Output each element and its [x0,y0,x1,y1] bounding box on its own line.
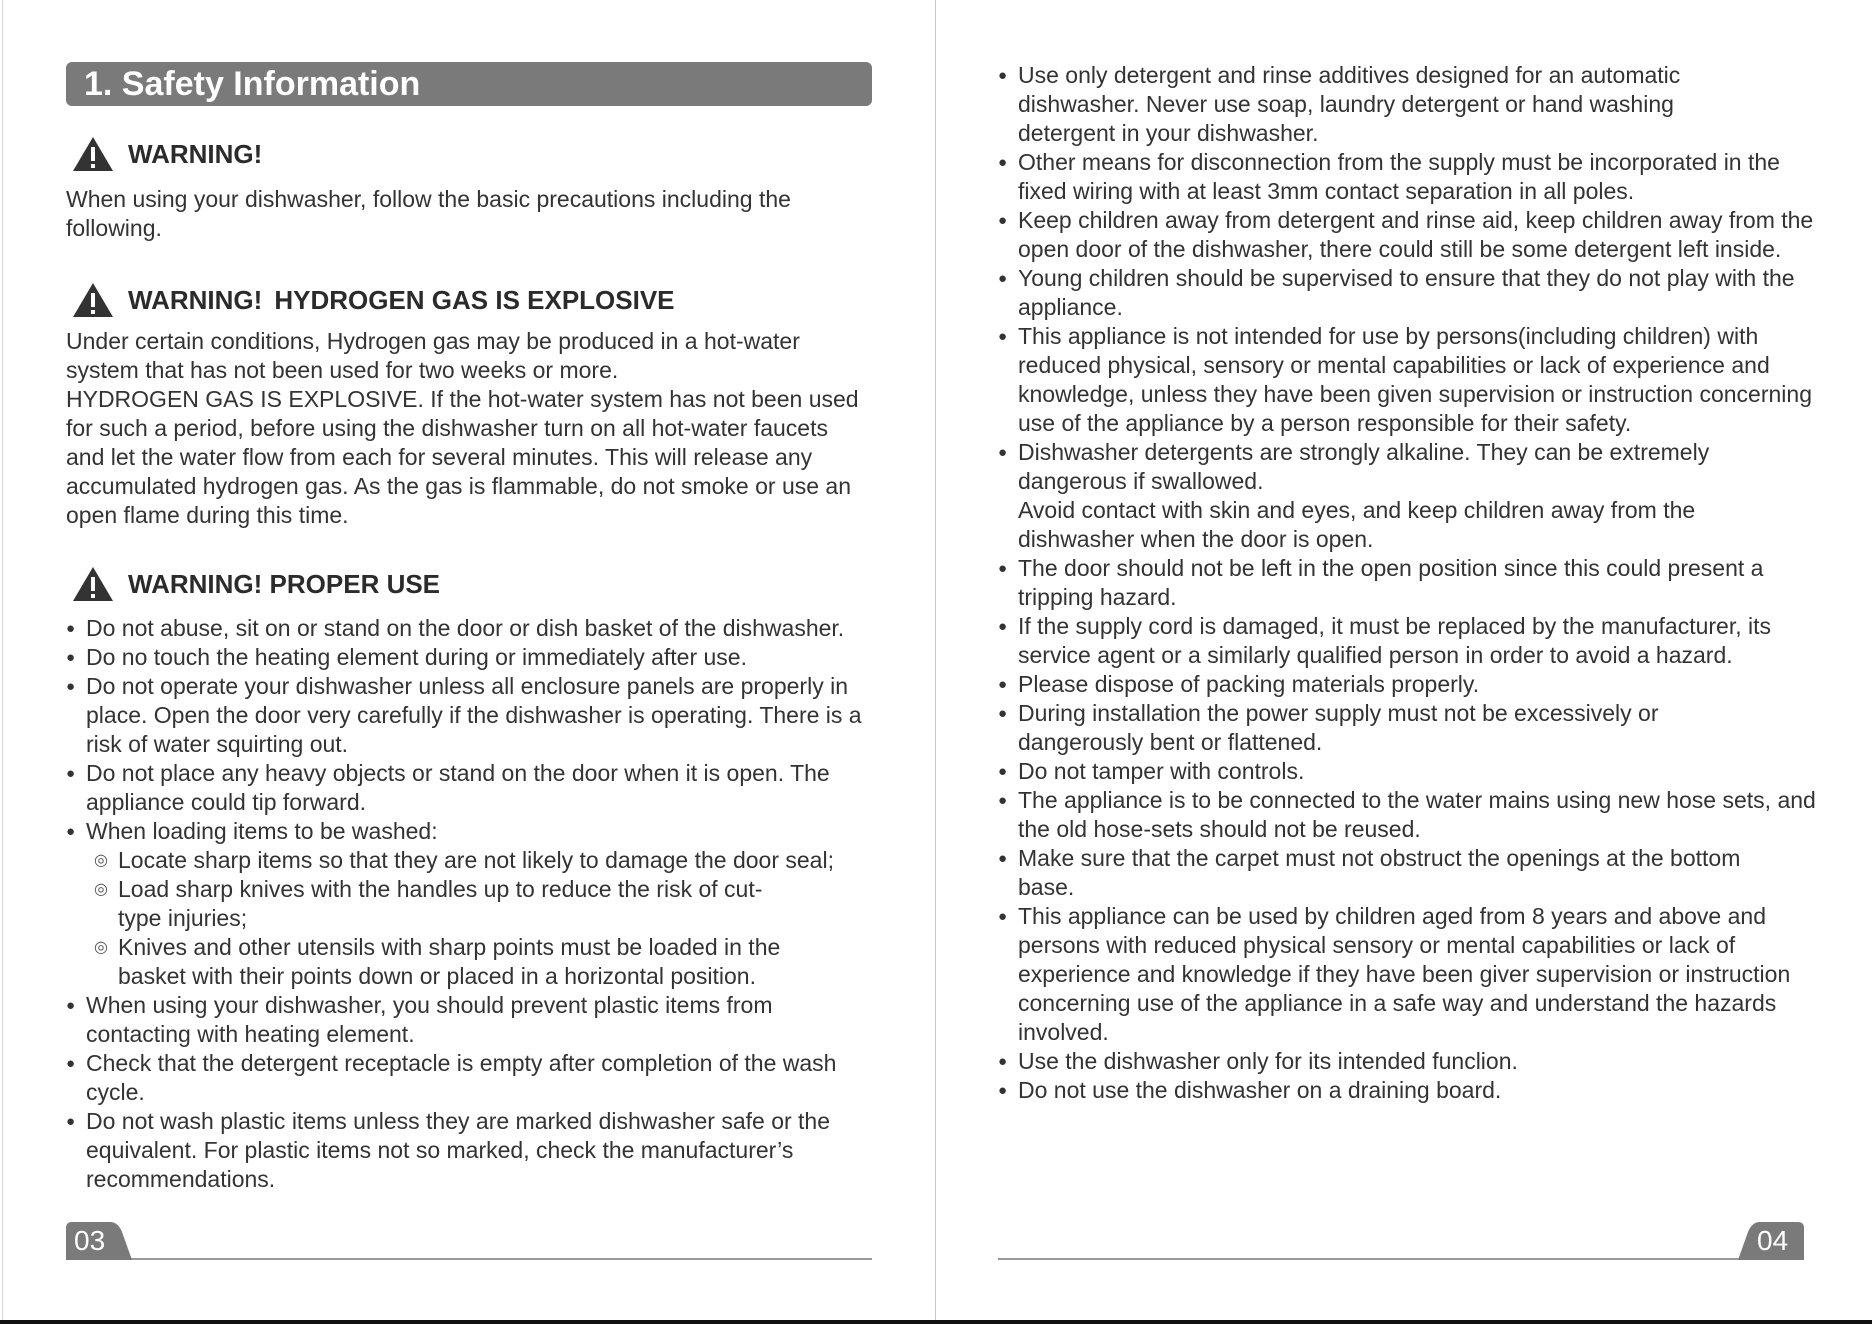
hydrogen-warning-heading [72,281,675,319]
hydrogen-warning-label: WARNING! [128,284,263,315]
proper-use-label: WARNING! PROPER USE [128,568,441,599]
sub-list-item: ◎ Knives and other utensils with sharp points must be loaded in the basket with their points down or placed in a horizontal position. [92,933,901,991]
page-number-tab [66,1222,146,1260]
hydrogen-paragraph-2: HYDROGEN GAS IS EXPLOSIVE. If the hot-water system has not been used for such a period, before using the dishwasher turn on all hot-water faucets and let the water flow from each for several minutes. This will release any accumulated hydrogen gas. As the gas is flammable, do not smoke or use an open flame during this time. [66,386,859,528]
list-item: ● Do not tamper with controls. [998,757,1833,786]
list-item: ● Do not place any heavy objects or stand on the door when it is open. The appliance could tip forward. [66,759,901,817]
warning-triangle-icon [72,136,114,172]
list-item: ● During installation the power supply must not be excessively or dangerously bent or flattened. [998,699,1833,757]
list-item: ● Use only detergent and rinse additives designed for an automatic dishwasher. Never use soap, laundry detergent or hand washing detergent in your dishwasher. [998,61,1833,148]
list-item: ● Do not operate your dishwasher unless all enclosure panels are properly in place. Open the door very carefully if the dishwasher is operating. There is a risk of water squirting out. [66,672,901,759]
warning-heading [72,135,262,173]
sub-list-item: ◎ Locate sharp items so that they are not likely to damage the door seal; [92,846,901,875]
list-item: ● Please dispose of packing materials properly. [998,670,1833,699]
list-item: ● Young children should be supervised to ensure that they do not play with the appliance. [998,264,1833,322]
list-item: ● If the supply cord is damaged, it must be replaced by the manufacturer, its service agent or a similarly qualified person in order to avoid a hazard. [998,612,1833,670]
loading-intro: When loading items to be washed: [86,818,438,844]
list-item: ● This appliance can be used by children aged from 8 years and above and persons with reduced physical sensory or mental capabilities or lack of experience and knowledge if they have been giver supervision or instruction concerning use of the appliance in a safe way and understand the hazards involved. [998,902,1833,1047]
list-item-loading [66,817,901,991]
list-item: ● The appliance is to be connected to the water mains using new hose sets, and the old hose-sets should not be reused. [998,786,1833,844]
left-page [66,0,896,1320]
list-item: ● Make sure that the carpet must not obstruct the openings at the bottom base. [998,844,1833,902]
alkaline-text: Dishwasher detergents are strongly alkaline. They can be extremely dangerous if swallowed. [1018,439,1710,494]
list-item: ● Keep children away from detergent and rinse aid, keep children away from the open door of the dishwasher, there could still be some detergent left inside. [998,206,1833,264]
warning-triangle-icon [72,566,114,602]
list-item: ● Use the dishwasher only for its intended funclion. [998,1047,1833,1076]
list-item: ● Do not use the dishwasher on a draining board. [998,1076,1833,1105]
list-item: ● Other means for disconnection from the supply must be incorporated in the fixed wiring with at least 3mm contact separation in all poles. [998,148,1833,206]
page-number: 03 [74,1225,106,1256]
warning-triangle-icon [72,282,114,318]
page-number-tab [1724,1222,1804,1260]
list-item: ● The door should not be left in the open position since this could present a tripping hazard. [998,554,1833,612]
list-item: ● When using your dishwasher, you should prevent plastic items from contacting with heating element. [66,991,901,1049]
list-item: ● Do no touch the heating element during or immediately after use. [66,643,901,672]
alkaline-extra-text: Avoid contact with skin and eyes, and keep children away from the dishwasher when the door is open. [1018,497,1696,552]
list-item: ● Do not abuse, sit on or stand on the door or dish basket of the dishwasher. [66,614,901,643]
safety-list [998,61,1833,1105]
footer-rule [116,1258,872,1260]
list-item: ● Do not wash plastic items unless they are marked dishwasher safe or the equivalent. For plastic items not so marked, check the manufacturer’s recommendations. [66,1107,901,1194]
sub-list-item: ◎ Load sharp knives with the handles up to reduce the risk of cut-type injuries; [92,875,901,933]
page-edge [2,0,3,1322]
proper-use-heading [72,565,440,603]
right-page [998,0,1828,1320]
warning-heading-label: WARNING! [128,138,263,169]
page-number: 04 [1757,1225,1789,1256]
proper-use-list [66,614,901,1194]
loading-sub-list [86,846,901,991]
footer-rule [998,1258,1754,1260]
bottom-edge [0,1320,1872,1324]
hydrogen-paragraph-1: Under certain conditions, Hydrogen gas may be produced in a hot-water system that has not been used for two weeks or more. [66,328,800,383]
list-item-alkaline [998,438,1833,554]
list-item: ● This appliance is not intended for use by persons(including children) with reduced physical, sensory or mental capabilities or lack of experience and knowledge, unless they have been given supervision or instruction concerning use of the appliance by a person responsible for their safety. [998,322,1833,438]
list-item: ● Check that the detergent receptacle is empty after completion of the wash cycle. [66,1049,901,1107]
section-title: 1. Safety Information [66,62,872,106]
hydrogen-warning-subject: HYDROGEN GAS IS EXPLOSIVE [274,284,675,315]
warning-intro-text: When using your dishwasher, follow the basic precautions including the following. [66,186,791,241]
page-gutter [935,0,936,1322]
